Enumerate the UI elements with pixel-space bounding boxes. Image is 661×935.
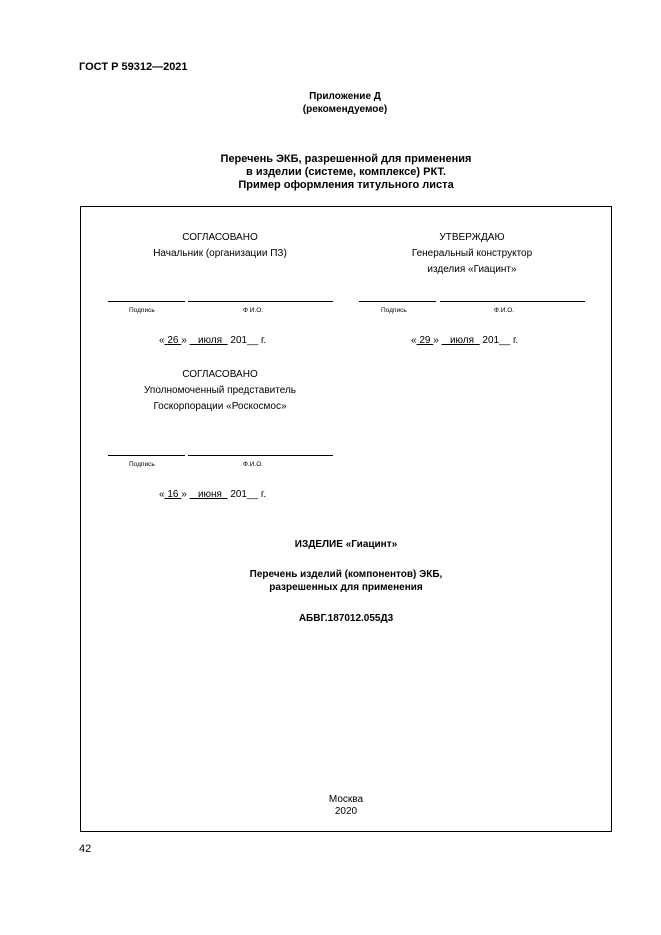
date-open-quote: « xyxy=(411,335,417,346)
title-line-1: Перечень ЭКБ, разрешенной для применения xyxy=(220,153,472,165)
date-close-quote: » xyxy=(433,335,439,346)
appendix-title: Приложение Д xyxy=(309,91,381,102)
date-year-blank: __ xyxy=(499,335,511,346)
date-open-quote: « xyxy=(159,335,165,346)
date-year-blank: __ xyxy=(247,489,259,500)
agreed2-role-line-1: Уполномоченный представитель xyxy=(144,385,296,396)
agreed2-date xyxy=(159,489,266,500)
footer-city: Москва xyxy=(328,794,364,805)
product-name: ИЗДЕЛИЕ «Гиацинт» xyxy=(294,539,398,550)
date-close-quote: » xyxy=(181,335,187,346)
agreed1-signature-label: Подпись xyxy=(129,307,155,314)
approve-date xyxy=(411,335,518,346)
date-month: июня xyxy=(197,489,222,500)
agreed1-date xyxy=(159,335,266,346)
agreed2-name-label: Ф.И.О. xyxy=(243,461,264,468)
date-suffix: г. xyxy=(261,335,267,346)
footer-year: 2020 xyxy=(334,806,358,817)
date-year: 201 xyxy=(230,335,248,346)
agreed2-signature-line xyxy=(108,455,185,456)
agreed2-heading: СОГЛАСОВАНО xyxy=(182,369,258,380)
date-close-quote: » xyxy=(181,489,187,500)
approve-signature-label: Подпись xyxy=(381,307,407,314)
title-line-2: в изделии (системе, комплексе) РКТ. xyxy=(246,166,446,178)
date-month: июля xyxy=(197,335,223,346)
date-year-blank: __ xyxy=(247,335,259,346)
date-open-quote: « xyxy=(159,489,165,500)
date-month: июля xyxy=(449,335,475,346)
standard-number: ГОСТ Р 59312—2021 xyxy=(79,61,188,73)
approve-name-label: Ф.И.О. xyxy=(494,307,515,314)
agreed1-name-line xyxy=(188,301,333,302)
agreed2-name-line xyxy=(188,455,333,456)
approve-heading: УТВЕРЖДАЮ xyxy=(439,232,505,243)
date-suffix: г. xyxy=(513,335,519,346)
agreed1-name-label: Ф И.О. xyxy=(243,307,264,314)
product-list-line-2: разрешенных для применения xyxy=(269,582,423,593)
date-day: 16 xyxy=(167,489,179,500)
date-suffix: г. xyxy=(260,489,267,500)
title-line-3: Пример оформления титульного листа xyxy=(238,179,454,191)
product-list-line-1: Перечень изделий (компонентов) ЭКБ, xyxy=(249,569,443,580)
approve-name-line xyxy=(440,301,585,302)
approve-role-line-1: Генеральный конструктор xyxy=(411,248,533,259)
agreed2-signature-label: Подпись xyxy=(129,461,155,468)
agreed2-role-line-2: Госкорпорации «Роскосмос» xyxy=(153,401,287,412)
date-year: 201 xyxy=(482,335,500,346)
approve-role-line-2: изделия «Гиацинт» xyxy=(427,264,517,275)
date-year: 201 xyxy=(230,489,247,500)
product-code: АБВГ.187012.055Д3 xyxy=(298,613,394,624)
page-number: 42 xyxy=(79,843,92,855)
agreed1-heading: СОГЛАСОВАНО xyxy=(182,232,258,243)
agreed1-role: Начальник (организации ПЗ) xyxy=(153,248,287,259)
approve-signature-line xyxy=(359,301,436,302)
appendix-note: (рекомендуемое) xyxy=(302,104,388,115)
date-day: 26 xyxy=(167,335,179,346)
title-page-frame xyxy=(80,206,612,832)
agreed1-signature-line xyxy=(108,301,185,302)
date-day: 29 xyxy=(419,335,431,346)
